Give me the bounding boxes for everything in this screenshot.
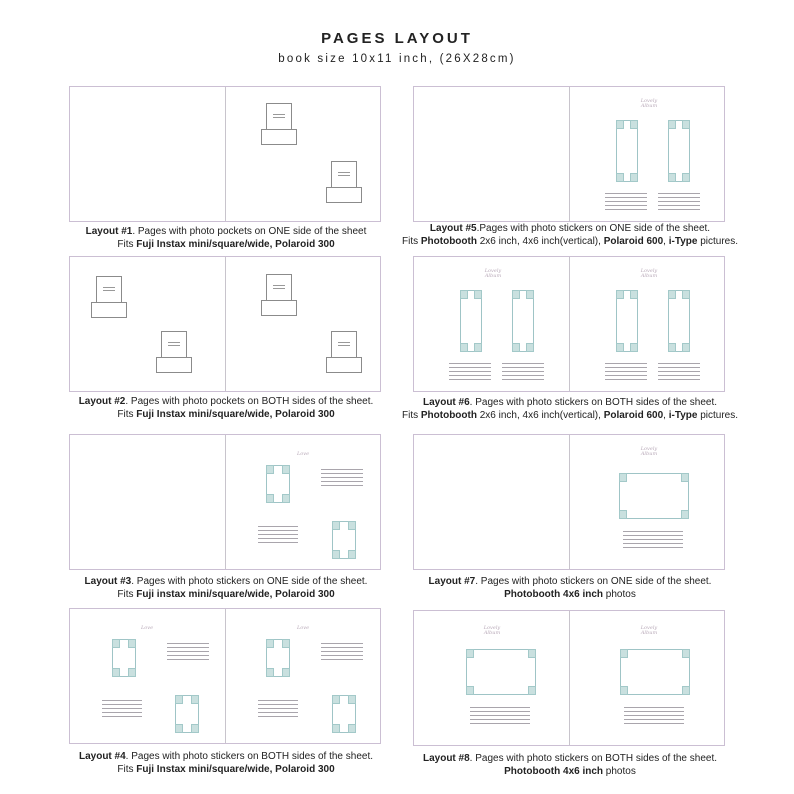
layout-description: . Pages with photo stickers on BOTH sides of the sheet. (469, 753, 718, 764)
fits-prefix: Fits (401, 410, 421, 421)
fits-product: Polaroid 600 (603, 410, 664, 421)
fits-sizes: 2x6 inch, 4x6 inch(vertical), (476, 410, 604, 421)
right-page (569, 257, 725, 391)
left-page (414, 435, 569, 569)
writing-lines (605, 193, 647, 213)
photo-pocket (156, 331, 192, 369)
layout-7-spread (413, 434, 725, 570)
writing-lines (449, 363, 491, 383)
fits-product: i-Type (668, 236, 698, 247)
right-page (225, 435, 381, 569)
layout-label: Layout #2 (78, 396, 126, 407)
left-page (70, 257, 225, 391)
script-heading-ornament: Lovely Album (640, 446, 658, 457)
writing-lines (258, 700, 298, 720)
layout-6-caption (370, 396, 770, 422)
layout-6-spread (413, 256, 725, 392)
layout-label: Layout #7 (428, 576, 476, 587)
layout-3-caption (26, 575, 426, 601)
fits-product: Photobooth (420, 410, 477, 421)
layout-description: . Pages with photo stickers on ONE side of the sheet. (131, 576, 368, 587)
photo-sticker-frame (616, 120, 638, 182)
fits-suffix: pictures. (697, 410, 739, 421)
fits-products: Fuji Instax mini/square/wide, Polaroid 300 (136, 764, 335, 775)
layout-5-caption (370, 222, 770, 248)
right-page (569, 87, 725, 221)
layout-2-caption (26, 395, 426, 421)
layout-description: . Pages with photo stickers on ONE side of the sheet. (475, 576, 712, 587)
writing-lines (321, 469, 363, 489)
script-heading-ornament: Lovely Album (483, 625, 501, 636)
layout-4-spread (69, 608, 381, 744)
photo-sticker-frame (668, 120, 690, 182)
writing-lines (167, 643, 209, 663)
photo-sticker-frame (266, 639, 290, 677)
layout-1-caption (26, 225, 426, 251)
fits-separator: , (663, 410, 669, 421)
fits-product: Photobooth 4x6 inch (504, 589, 604, 600)
layout-3-spread (69, 434, 381, 570)
fits-prefix: Fits (117, 589, 137, 600)
fits-product: Photobooth (420, 236, 477, 247)
photo-sticker-frame (512, 290, 534, 352)
photo-sticker-frame (266, 465, 290, 503)
script-heading-ornament: Lovely Album (640, 98, 658, 109)
writing-lines (624, 707, 684, 727)
photo-sticker-frame (175, 695, 199, 733)
page-subtitle: book size 10x11 inch, (26X28cm) (278, 53, 516, 65)
layout-4-caption (26, 750, 426, 776)
photo-sticker-frame (668, 290, 690, 352)
right-page (569, 435, 725, 569)
writing-lines (102, 700, 142, 720)
left-page (414, 611, 569, 745)
layout-description: .Pages with photo stickers on ONE side of the sheet. (476, 223, 711, 234)
writing-lines (502, 363, 544, 383)
writing-lines (658, 363, 700, 383)
photo-sticker-frame (332, 695, 356, 733)
photo-sticker-frame (112, 639, 136, 677)
photo-pocket (261, 103, 297, 141)
layout-label: Layout #8 (422, 753, 470, 764)
layout-description: . Pages with photo stickers on BOTH sides of the sheet. (125, 751, 374, 762)
photo-sticker-frame (460, 290, 482, 352)
script-heading-ornament: Lovely Album (484, 268, 502, 279)
layout-label: Layout #4 (78, 751, 126, 762)
writing-lines (258, 526, 298, 546)
photo-sticker-frame (619, 473, 689, 519)
layout-1-spread (69, 86, 381, 222)
photo-pocket (326, 161, 362, 199)
photo-pocket (91, 276, 127, 314)
writing-lines (321, 643, 363, 663)
fits-prefix: Fits (117, 764, 137, 775)
photo-sticker-frame (332, 521, 356, 559)
photo-sticker-frame (620, 649, 690, 695)
layout-label: Layout #1 (85, 226, 133, 237)
layout-description: . Pages with photo pockets on BOTH sides of the sheet. (125, 396, 374, 407)
fits-suffix: photos (603, 766, 636, 777)
fits-sizes: 2x6 inch, 4x6 inch(vertical), (476, 236, 604, 247)
fits-product: i-Type (668, 410, 698, 421)
writing-lines (470, 707, 530, 727)
writing-lines (658, 193, 700, 213)
layout-5-spread (413, 86, 725, 222)
layout-7-caption (370, 575, 770, 601)
photo-sticker-frame (616, 290, 638, 352)
layout-8-spread (413, 610, 725, 746)
right-page (225, 609, 381, 743)
left-page (414, 257, 569, 391)
fits-products: Fuji Instax mini/square/wide, Polaroid 300 (136, 409, 335, 420)
script-heading-ornament: Lovely Album (640, 625, 658, 636)
script-heading-ornament: Lovely Album (640, 268, 658, 279)
layout-description: . Pages with photo stickers on BOTH sides of the sheet. (469, 397, 718, 408)
fits-product: Photobooth 4x6 inch (504, 766, 604, 777)
left-page (70, 435, 225, 569)
script-heading-ornament: Love (140, 625, 154, 631)
photo-sticker-frame (466, 649, 536, 695)
photo-pocket (261, 274, 297, 312)
fits-prefix: Fits (401, 236, 421, 247)
layout-description: . Pages with photo pockets on ONE side of the sheet (132, 226, 367, 237)
layout-label: Layout #6 (422, 397, 470, 408)
page-title: PAGES LAYOUT (321, 30, 473, 47)
layout-label: Layout #3 (84, 576, 132, 587)
layout-label: Layout #5 (429, 223, 477, 234)
right-page (225, 87, 381, 221)
script-heading-ornament: Love (296, 625, 310, 631)
right-page (569, 611, 725, 745)
fits-products: Fuji instax mini/square/wide, Polaroid 300 (136, 589, 335, 600)
fits-suffix: photos (603, 589, 636, 600)
writing-lines (605, 363, 647, 383)
left-page (70, 609, 225, 743)
writing-lines (623, 531, 683, 551)
fits-suffix: pictures. (697, 236, 739, 247)
fits-prefix: Fits (117, 409, 137, 420)
script-heading-ornament: Love (296, 451, 310, 457)
layout-8-caption (370, 752, 770, 778)
fits-separator: , (663, 236, 669, 247)
left-page (414, 87, 569, 221)
photo-pocket (326, 331, 362, 369)
fits-product: Polaroid 600 (603, 236, 664, 247)
layout-2-spread (69, 256, 381, 392)
left-page (70, 87, 225, 221)
right-page (225, 257, 381, 391)
fits-prefix: Fits (117, 239, 137, 250)
fits-products: Fuji Instax mini/square/wide, Polaroid 300 (136, 239, 335, 250)
